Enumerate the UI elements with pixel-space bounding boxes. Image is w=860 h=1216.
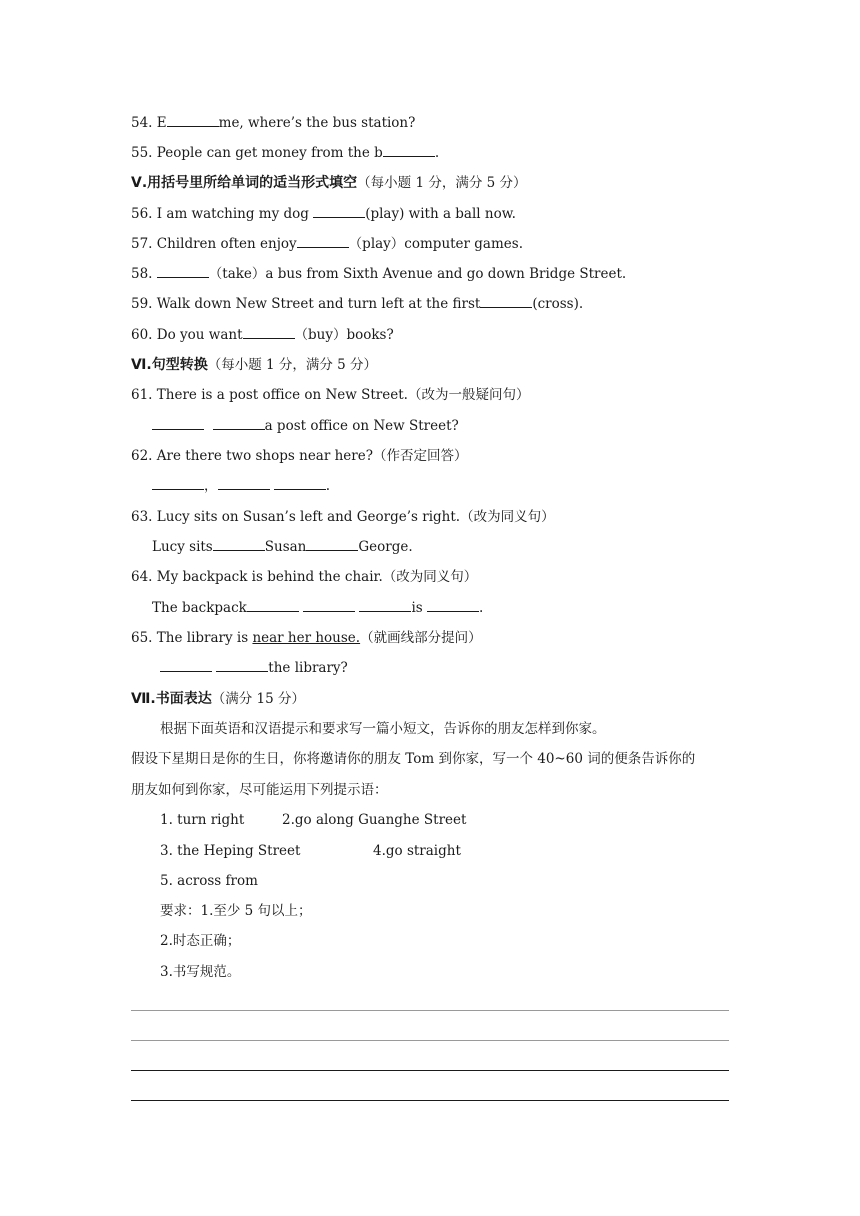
writing-line[interactable] [131, 1040, 729, 1041]
question-number: 57. [131, 236, 153, 252]
question-text: （就画线部分提问） [360, 630, 482, 646]
answer-text: a post office on New Street? [264, 418, 459, 434]
question-56 [131, 202, 516, 226]
hint-item: 2.go along Guanghe Street [282, 812, 467, 828]
question-number: 65. [131, 630, 153, 646]
question-text: Children often enjoy [156, 236, 297, 252]
question-text: Are there two shops near here?（作否定回答） [156, 448, 468, 464]
question-text: (play) with a ball now. [365, 206, 516, 222]
question-number: 64. [131, 569, 153, 585]
answer-blank[interactable] [313, 203, 365, 218]
answer-text: . [478, 600, 484, 616]
hint-item: 5. across from [160, 873, 258, 889]
question-55 [131, 141, 439, 165]
answer-text: Lucy sits [152, 539, 213, 555]
hint-item: 1. turn right [160, 812, 245, 828]
writing-line[interactable] [131, 1100, 729, 1101]
question-text: （play）computer games. [348, 236, 523, 252]
answer-blank[interactable] [152, 415, 204, 430]
section-score-note: （每小题 1 分，满分 5 分） [357, 175, 527, 191]
answer-blank[interactable] [216, 657, 268, 672]
answer-blank[interactable] [303, 597, 355, 612]
answer-65 [160, 656, 348, 680]
writing-line[interactable] [131, 1070, 729, 1071]
question-63 [131, 505, 555, 529]
answer-blank[interactable] [167, 112, 219, 127]
question-text: My backpack is behind the chair.（改为同义句） [156, 569, 478, 585]
requirement-item: 2.时态正确； [160, 933, 241, 949]
section-score-note: （每小题 1 分，满分 5 分） [207, 357, 378, 373]
question-text: I am watching my dog [156, 206, 314, 222]
question-text: (cross). [532, 296, 584, 312]
section-heading-v [131, 171, 527, 195]
answer-63 [152, 535, 413, 559]
question-text: There is a post office on New Street.（改为一般疑问句） [156, 387, 530, 403]
answer-61 [152, 414, 459, 438]
question-number: 54. [131, 115, 153, 131]
question-number: 59. [131, 296, 153, 312]
question-65 [131, 626, 482, 650]
writing-instruction: 朋友如何到你家，尽可能运用下列提示语： [131, 782, 388, 798]
answer-blank[interactable] [359, 597, 411, 612]
question-text: （buy）books? [294, 327, 394, 343]
answer-blank[interactable] [213, 415, 265, 430]
question-text: The library is [156, 630, 253, 646]
section-title: Ⅴ.用括号里所给单词的适当形式填空 [131, 175, 358, 191]
answer-blank[interactable] [427, 597, 479, 612]
section-title: Ⅵ.句型转换 [131, 357, 208, 373]
section-heading-vii [131, 687, 305, 711]
answer-64 [152, 596, 483, 620]
question-60 [131, 323, 394, 347]
hint-item: 3. the Heping Street [160, 843, 301, 859]
answer-blank[interactable] [297, 233, 349, 248]
question-number: 63. [131, 509, 153, 525]
answer-blank[interactable] [383, 142, 435, 157]
question-text: E [156, 115, 167, 131]
requirement-item: 3.书写规范。 [160, 964, 241, 980]
answer-blank[interactable] [306, 536, 358, 551]
writing-instruction: 根据下面英语和汉语提示和要求写一篇小短文，告诉你的朋友怎样到你家。 [160, 721, 606, 737]
question-64 [131, 565, 477, 589]
question-text: Walk down New Street and turn left at the first [156, 296, 481, 312]
section-score-note: （满分 15 分） [211, 691, 305, 707]
answer-blank[interactable] [213, 536, 265, 551]
answer-text: . [325, 478, 331, 494]
requirement-item: 要求：1.至少 5 句以上； [160, 903, 312, 919]
answer-62 [152, 474, 330, 498]
question-text: Lucy sits on Susan’s left and George’s right.（改为同义句） [156, 509, 555, 525]
question-54 [131, 111, 415, 135]
answer-blank[interactable] [480, 293, 532, 308]
question-62 [131, 444, 467, 468]
answer-text: The backpack [152, 600, 247, 616]
question-58 [131, 262, 626, 286]
section-title: Ⅶ.书面表达 [131, 691, 212, 707]
answer-text: ， [204, 478, 218, 494]
question-61 [131, 383, 529, 407]
answer-blank[interactable] [160, 657, 212, 672]
question-number: 56. [131, 206, 153, 222]
answer-text: is [411, 600, 423, 616]
answer-blank[interactable] [247, 597, 299, 612]
question-57 [131, 232, 523, 256]
question-text: me, where’s the bus station? [218, 115, 416, 131]
answer-blank[interactable] [218, 475, 270, 490]
answer-text: George. [358, 539, 413, 555]
answer-blank[interactable] [243, 324, 295, 339]
question-number: 58. [131, 266, 153, 282]
answer-text: the library? [268, 660, 348, 676]
answer-blank[interactable] [152, 475, 204, 490]
question-text: People can get money from the b [156, 145, 383, 161]
question-number: 60. [131, 327, 153, 343]
answer-blank[interactable] [157, 263, 209, 278]
writing-instruction: 假设下星期日是你的生日，你将邀请你的朋友 Tom 到你家，写一个 40~60 词的便条告诉你的 [131, 751, 696, 767]
question-59 [131, 292, 583, 316]
question-text: （take）a bus from Sixth Avenue and go down Bridge Street. [208, 266, 627, 282]
underlined-phrase: near her house. [252, 630, 361, 646]
question-number: 61. [131, 387, 153, 403]
hint-item: 4.go straight [373, 843, 461, 859]
section-heading-vi [131, 353, 377, 377]
question-text: Do you want [156, 327, 243, 343]
question-text: . [434, 145, 440, 161]
question-number: 62. [131, 448, 153, 464]
answer-text: Susan [264, 539, 307, 555]
question-number: 55. [131, 145, 153, 161]
answer-blank[interactable] [274, 475, 326, 490]
writing-line[interactable] [131, 1010, 729, 1011]
